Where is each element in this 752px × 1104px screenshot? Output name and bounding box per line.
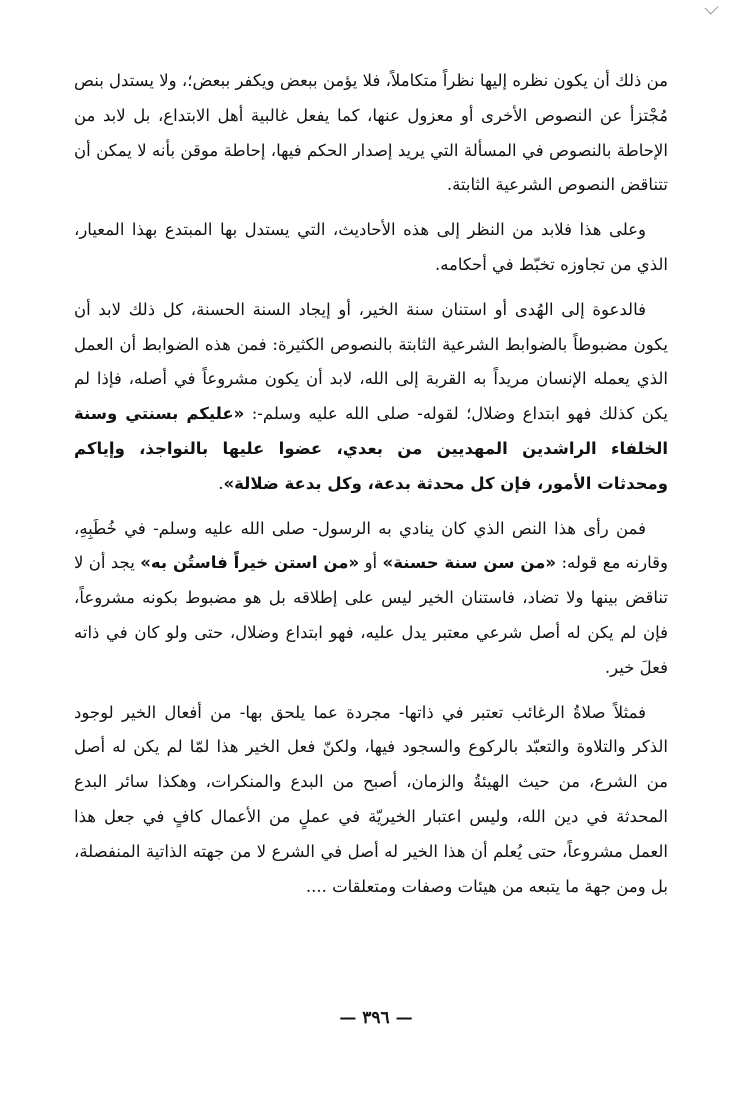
hadith-quote: «عليكم بسنتي وسنة الخلفاء الراشدين المهديين من بعدي، عضوا عليها بالنواجذ، وإياكم ومحدثات الأمور، فإن كل محدثة بدعة، وكل بدعة ضلالة»	[74, 404, 668, 493]
paragraph-1-text: من ذلك أن يكون نظره إليها نظراً متكاملاً، فلا يؤمن ببعض ويكفر ببعض؛، ولا يستدل بنص مُجْتزأ عن النصوص الأخرى أو معزول عنها، كما يفعل غالبية أهل الابتداع، بل لابد من الإحاطة بالنصوص في المسألة التي يريد إصدار الحكم فيها، إحاطة موقن بأنه لا يمكن أن تتناقض النصوص الشرعية الثابتة.	[74, 71, 668, 195]
paragraph-4-text-b: أو	[359, 553, 383, 573]
page-number: — ٣٩٦ —	[339, 1008, 413, 1028]
paragraph-2	[74, 213, 668, 283]
paragraph-4	[74, 512, 668, 686]
paragraph-3-text: فالدعوة إلى الهُدى أو استنان سنة الخير، أو إيجاد السنة الحسنة، كل ذلك لابد أن يكون مضبوطاً بالضوابط الشرعية الثابتة بالنصوص الكثيرة: فمن هذه الضوابط أن العمل الذي يعمله الإنسان مريداً به القربة إلى الله، لابد أن يكون مشروعاً في أصله، فإذا لم يكن كذلك فهو ابتداع وضلال؛ لقوله- صلى الله عليه وسلم-:	[74, 299, 668, 424]
paragraph-3-end: .	[218, 473, 224, 493]
paragraph-1	[74, 64, 668, 203]
paragraph-5	[74, 696, 668, 905]
hadith-quote-istanna-khayran: «من استن خيراً فاستُن به»	[140, 553, 360, 573]
corner-fold-mark	[704, 0, 718, 14]
paragraph-4-text-a: فمن رأى هذا النص الذي كان ينادي به الرسول- صلى الله عليه وسلم- في خُطَبِهِ، وقارنه مع قوله:	[74, 518, 668, 573]
paragraph-2-text: وعلى هذا فلابد من النظر إلى هذه الأحاديث، التي يستدل بها المبتدع بهذا المعيار، الذي من تجاوزه تخبّط في أحكامه.	[74, 220, 668, 274]
paragraph-5-text: فمثلاً صلاةُ الرغائب تعتبر في ذاتها- مجردة عما يلحق بها- من أفعال الخير لوجود الذكر والتلاوة والتعبّد بالركوع والسجود فيها، ولكنّ فعل الخير هذا لمّا لم يكن له أصل من الشرع، من حيث الهيئةُ والزمان، أصبح من البدع والمنكرات، وهكذا سائر البدع المحدثة في دين الله، وليس اعتبار الخيريّة في عملٍ من الأعمال كافٍ في جعل هذا العمل مشروعاً، حتى يُعلم أن هذا الخير له أصل في الشرع لا من جهته الذاتية المنفصلة، بل ومن جهة ما يتبعه من هيئات وصفات ومتعلقات ....	[74, 702, 668, 896]
body-text	[74, 64, 668, 914]
paragraph-3	[74, 293, 668, 502]
paragraph-4-text-c: يجد أن لا تناقض بينها ولا تضاد، فاستنان الخير ليس على إطلاقه بل هو مضبوط بكونه مشروعاً، فإن لم يكن له أصل شرعي معتبر يدل عليه، فهو ابتداع وضلال، حتى ولو كان في ذاته فعلَ خير.	[74, 553, 668, 677]
hadith-quote-sunna-hasana: «من سن سنة حسنة»	[382, 553, 557, 573]
